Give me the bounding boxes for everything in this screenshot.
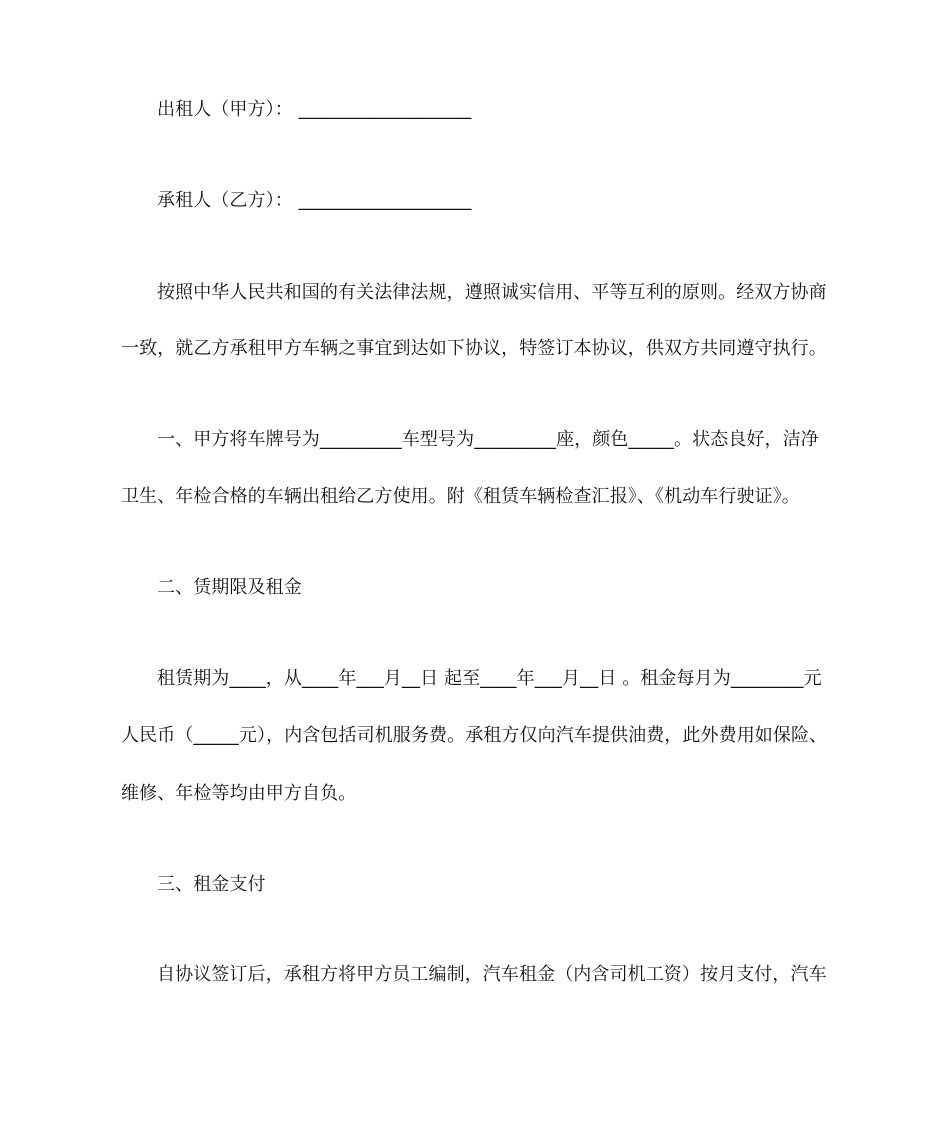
section3-line-1: 自协议签订后，承租方将甲方员工编制，汽车租金（内含司机工资）按月支付，汽车 <box>157 964 827 985</box>
section2-line-3: 维修、年检等均由甲方自负。 <box>121 783 357 804</box>
lessee-line: 承租人（乙方）： ___________________ <box>157 190 472 211</box>
section2-line-1: 租赁期为____，从____年___月__日 起至____年___月__日 。租金每月为________元 <box>157 668 822 689</box>
section2-heading: 二、赁期限及租金 <box>157 577 302 598</box>
intro-line-1: 按照中华人民共和国的有关法律法规，遵照诚实信用、平等互利的原则。经双方协商 <box>157 282 827 303</box>
section3-heading: 三、租金支付 <box>157 874 266 895</box>
section1-line-2: 卫生、年检合格的车辆出租给乙方使用。附《租赁车辆检查汇报》、《机动车行驶证》。 <box>121 486 800 507</box>
section1-line-1: 一、甲方将车牌号为_________车型号为_________座，颜色_____。状态良好，洁净 <box>157 429 819 450</box>
intro-line-2: 一致，就乙方承租甲方车辆之事宜到达如下协议，特签订本协议，供双方共同遵守执行。 <box>121 338 827 359</box>
lessor-line: 出租人（甲方）： ___________________ <box>157 99 472 120</box>
section2-line-2: 人民币（_____元），内含包括司机服务费。承租方仅向汽车提供油费，此外费用如保险、 <box>121 725 828 746</box>
